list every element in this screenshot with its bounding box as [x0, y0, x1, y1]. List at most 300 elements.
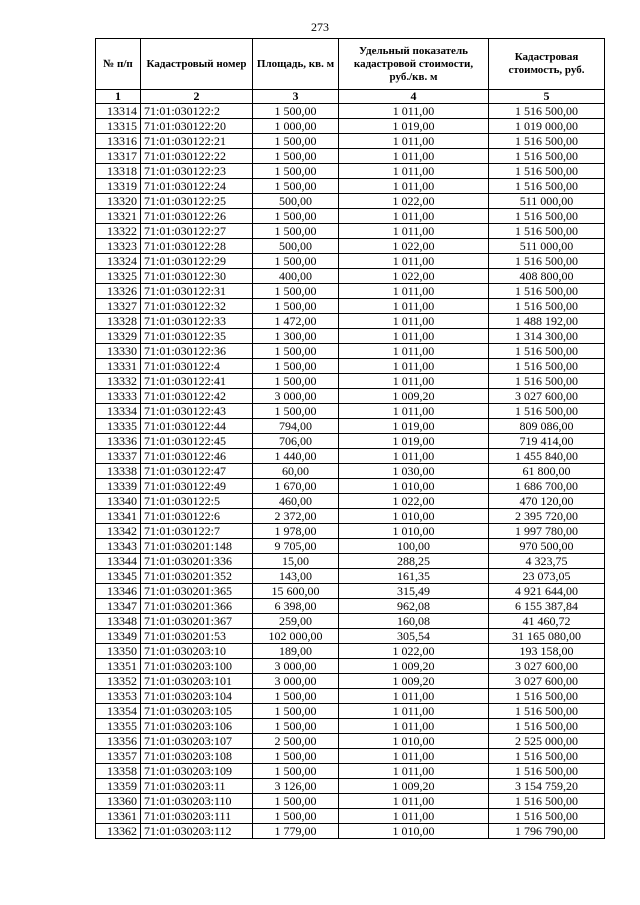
table-row: [96, 404, 605, 419]
specific-value-cell: 1 009,20: [339, 389, 489, 404]
specific-value-cell: 1 011,00: [339, 359, 489, 374]
cadastral-value-cell: 1 516 500,00: [489, 809, 605, 824]
row-number-cell: 13362: [96, 824, 141, 839]
column-number: 4: [339, 90, 489, 104]
cadastral-number-cell: 71:01:030122:4: [141, 359, 253, 374]
specific-value-cell: 1 011,00: [339, 689, 489, 704]
row-number-cell: 13343: [96, 539, 141, 554]
area-cell: 500,00: [253, 194, 339, 209]
specific-value-cell: 1 019,00: [339, 434, 489, 449]
table-row: [96, 779, 605, 794]
row-number-cell: 13359: [96, 779, 141, 794]
row-number-cell: 13341: [96, 509, 141, 524]
row-number-cell: 13334: [96, 404, 141, 419]
specific-value-cell: 1 019,00: [339, 119, 489, 134]
cadastral-value-cell: 1 516 500,00: [489, 764, 605, 779]
row-number-cell: 13328: [96, 314, 141, 329]
table-row: [96, 119, 605, 134]
specific-value-cell: 1 030,00: [339, 464, 489, 479]
row-number-cell: 13354: [96, 704, 141, 719]
specific-value-cell: 100,00: [339, 539, 489, 554]
row-number-cell: 13324: [96, 254, 141, 269]
specific-value-cell: 1 022,00: [339, 494, 489, 509]
cadastral-number-cell: 71:01:030203:10: [141, 644, 253, 659]
area-cell: 1 300,00: [253, 329, 339, 344]
table-row: [96, 794, 605, 809]
specific-value-cell: 1 011,00: [339, 404, 489, 419]
cadastral-value-cell: 1 516 500,00: [489, 704, 605, 719]
table-row: [96, 614, 605, 629]
area-cell: 15,00: [253, 554, 339, 569]
specific-value-cell: 1 009,20: [339, 779, 489, 794]
area-cell: 3 126,00: [253, 779, 339, 794]
specific-value-cell: 1 011,00: [339, 209, 489, 224]
row-number-cell: 13329: [96, 329, 141, 344]
cadastral-value-cell: 2 525 000,00: [489, 734, 605, 749]
area-cell: 1 978,00: [253, 524, 339, 539]
table-row: [96, 329, 605, 344]
cadastral-value-cell: 3 154 759,20: [489, 779, 605, 794]
row-number-cell: 13337: [96, 449, 141, 464]
row-number-cell: 13348: [96, 614, 141, 629]
table-row: [96, 479, 605, 494]
area-cell: 500,00: [253, 239, 339, 254]
table-row: [96, 509, 605, 524]
area-cell: 1 500,00: [253, 719, 339, 734]
table-row: [96, 419, 605, 434]
table-row: [96, 659, 605, 674]
cadastral-number-cell: 71:01:030122:33: [141, 314, 253, 329]
cadastral-number-cell: 71:01:030122:30: [141, 269, 253, 284]
cadastral-number-cell: 71:01:030203:112: [141, 824, 253, 839]
cadastral-value-cell: 809 086,00: [489, 419, 605, 434]
table-row: [96, 539, 605, 554]
area-cell: 1 440,00: [253, 449, 339, 464]
area-cell: 1 500,00: [253, 209, 339, 224]
cadastral-number-cell: 71:01:030122:21: [141, 134, 253, 149]
specific-value-cell: 1 011,00: [339, 449, 489, 464]
area-cell: 259,00: [253, 614, 339, 629]
specific-value-cell: 1 011,00: [339, 104, 489, 119]
row-number-cell: 13314: [96, 104, 141, 119]
cadastral-value-cell: 1 516 500,00: [489, 254, 605, 269]
table-row: [96, 299, 605, 314]
cadastral-number-cell: 71:01:030201:365: [141, 584, 253, 599]
table-row: [96, 494, 605, 509]
cadastral-number-cell: 71:01:030122:20: [141, 119, 253, 134]
cadastral-value-cell: 3 027 600,00: [489, 674, 605, 689]
row-number-cell: 13317: [96, 149, 141, 164]
cadastral-value-cell: 4 323,75: [489, 554, 605, 569]
cadastral-value-cell: 1 516 500,00: [489, 344, 605, 359]
table-row: [96, 704, 605, 719]
row-number-cell: 13332: [96, 374, 141, 389]
column-number: 1: [96, 90, 141, 104]
area-cell: 1 779,00: [253, 824, 339, 839]
area-cell: 6 398,00: [253, 599, 339, 614]
area-cell: 1 500,00: [253, 809, 339, 824]
area-cell: 1 500,00: [253, 374, 339, 389]
cadastral-value-cell: 470 120,00: [489, 494, 605, 509]
cadastral-value-cell: 3 027 600,00: [489, 389, 605, 404]
specific-value-cell: 1 011,00: [339, 794, 489, 809]
area-cell: 1 500,00: [253, 299, 339, 314]
cadastral-number-cell: 71:01:030203:104: [141, 689, 253, 704]
specific-value-cell: 1 011,00: [339, 134, 489, 149]
area-cell: 1 500,00: [253, 404, 339, 419]
area-cell: 102 000,00: [253, 629, 339, 644]
table-row: [96, 644, 605, 659]
header-specific-value: Удельный показатель кадастровой стоимости, руб./кв. м: [339, 39, 489, 90]
area-cell: 1 500,00: [253, 689, 339, 704]
cadastral-number-cell: 71:01:030122:43: [141, 404, 253, 419]
row-number-cell: 13323: [96, 239, 141, 254]
row-number-cell: 13319: [96, 179, 141, 194]
row-number-cell: 13318: [96, 164, 141, 179]
cadastral-value-cell: 1 019 000,00: [489, 119, 605, 134]
cadastral-value-cell: 1 314 300,00: [489, 329, 605, 344]
row-number-cell: 13352: [96, 674, 141, 689]
cadastral-value-cell: 1 997 780,00: [489, 524, 605, 539]
area-cell: 1 500,00: [253, 344, 339, 359]
row-number-cell: 13320: [96, 194, 141, 209]
cadastral-value-cell: 31 165 080,00: [489, 629, 605, 644]
specific-value-cell: 1 011,00: [339, 314, 489, 329]
specific-value-cell: 1 011,00: [339, 164, 489, 179]
table-row: [96, 284, 605, 299]
table-row: [96, 584, 605, 599]
table-row: [96, 734, 605, 749]
specific-value-cell: 1 011,00: [339, 329, 489, 344]
table-row: [96, 749, 605, 764]
area-cell: 1 500,00: [253, 764, 339, 779]
area-cell: 143,00: [253, 569, 339, 584]
table-row: [96, 389, 605, 404]
cadastral-value-cell: 1 455 840,00: [489, 449, 605, 464]
cadastral-number-cell: 71:01:030122:44: [141, 419, 253, 434]
cadastral-number-cell: 71:01:030122:6: [141, 509, 253, 524]
cadastral-number-cell: 71:01:030122:5: [141, 494, 253, 509]
area-cell: 1 500,00: [253, 179, 339, 194]
cadastral-number-cell: 71:01:030203:109: [141, 764, 253, 779]
cadastral-number-cell: 71:01:030122:23: [141, 164, 253, 179]
specific-value-cell: 1 011,00: [339, 749, 489, 764]
cadastral-number-cell: 71:01:030122:42: [141, 389, 253, 404]
specific-value-cell: 1 010,00: [339, 824, 489, 839]
area-cell: 1 500,00: [253, 149, 339, 164]
row-number-cell: 13339: [96, 479, 141, 494]
specific-value-cell: 1 011,00: [339, 374, 489, 389]
row-number-cell: 13347: [96, 599, 141, 614]
table-row: [96, 599, 605, 614]
table-row: [96, 149, 605, 164]
cadastral-number-cell: 71:01:030203:110: [141, 794, 253, 809]
row-number-cell: 13353: [96, 689, 141, 704]
cadastral-value-cell: 1 516 500,00: [489, 359, 605, 374]
cadastral-value-cell: 1 488 192,00: [489, 314, 605, 329]
specific-value-cell: 1 009,20: [339, 674, 489, 689]
cadastral-number-cell: 71:01:030201:366: [141, 599, 253, 614]
cadastral-number-cell: 71:01:030122:27: [141, 224, 253, 239]
header-cadastral-value: Кадастровая стоимость, руб.: [489, 39, 605, 90]
cadastral-value-cell: 1 516 500,00: [489, 689, 605, 704]
row-number-cell: 13315: [96, 119, 141, 134]
table-row: [96, 554, 605, 569]
cadastral-number-cell: 71:01:030201:336: [141, 554, 253, 569]
cadastral-value-cell: 3 027 600,00: [489, 659, 605, 674]
specific-value-cell: 161,35: [339, 569, 489, 584]
cadastral-value-cell: 1 516 500,00: [489, 134, 605, 149]
cadastral-value-cell: 408 800,00: [489, 269, 605, 284]
table-row: [96, 374, 605, 389]
area-cell: 2 372,00: [253, 509, 339, 524]
specific-value-cell: 1 022,00: [339, 239, 489, 254]
cadastral-value-cell: 1 516 500,00: [489, 164, 605, 179]
specific-value-cell: 1 011,00: [339, 719, 489, 734]
table-row: [96, 104, 605, 119]
table-row: [96, 809, 605, 824]
cadastral-value-cell: 6 155 387,84: [489, 599, 605, 614]
cadastral-value-cell: 1 516 500,00: [489, 794, 605, 809]
column-number: 3: [253, 90, 339, 104]
area-cell: 1 472,00: [253, 314, 339, 329]
table-row: [96, 179, 605, 194]
cadastral-value-cell: 511 000,00: [489, 239, 605, 254]
cadastral-value-cell: 1 516 500,00: [489, 299, 605, 314]
area-cell: 9 705,00: [253, 539, 339, 554]
cadastral-number-cell: 71:01:030122:36: [141, 344, 253, 359]
cadastral-number-cell: 71:01:030122:7: [141, 524, 253, 539]
row-number-cell: 13350: [96, 644, 141, 659]
cadastral-number-cell: 71:01:030122:35: [141, 329, 253, 344]
row-number-cell: 13333: [96, 389, 141, 404]
area-cell: 1 500,00: [253, 164, 339, 179]
table-row: [96, 524, 605, 539]
row-number-cell: 13325: [96, 269, 141, 284]
column-number-row: [96, 90, 605, 104]
table-row: [96, 344, 605, 359]
area-cell: 794,00: [253, 419, 339, 434]
column-number: 5: [489, 90, 605, 104]
area-cell: 3 000,00: [253, 659, 339, 674]
specific-value-cell: 1 011,00: [339, 299, 489, 314]
area-cell: 460,00: [253, 494, 339, 509]
area-cell: 1 500,00: [253, 284, 339, 299]
header-cadastral-number: Кадастровый номер: [141, 39, 253, 90]
specific-value-cell: 1 011,00: [339, 224, 489, 239]
table-row: [96, 224, 605, 239]
specific-value-cell: 305,54: [339, 629, 489, 644]
cadastral-number-cell: 71:01:030122:45: [141, 434, 253, 449]
specific-value-cell: 1 011,00: [339, 809, 489, 824]
row-number-cell: 13338: [96, 464, 141, 479]
area-cell: 3 000,00: [253, 674, 339, 689]
cadastral-value-cell: 1 516 500,00: [489, 719, 605, 734]
area-cell: 2 500,00: [253, 734, 339, 749]
cadastral-value-cell: 1 516 500,00: [489, 749, 605, 764]
row-number-cell: 13335: [96, 419, 141, 434]
table-row: [96, 689, 605, 704]
specific-value-cell: 1 011,00: [339, 344, 489, 359]
cadastral-value-cell: 1 516 500,00: [489, 104, 605, 119]
specific-value-cell: 1 010,00: [339, 509, 489, 524]
specific-value-cell: 1 022,00: [339, 194, 489, 209]
table-row: [96, 134, 605, 149]
row-number-cell: 13327: [96, 299, 141, 314]
row-number-cell: 13357: [96, 749, 141, 764]
cadastral-number-cell: 71:01:030122:26: [141, 209, 253, 224]
row-number-cell: 13336: [96, 434, 141, 449]
cadastral-number-cell: 71:01:030122:31: [141, 284, 253, 299]
area-cell: 60,00: [253, 464, 339, 479]
cadastral-value-cell: 1 516 500,00: [489, 404, 605, 419]
row-number-cell: 13345: [96, 569, 141, 584]
header-area: Площадь, кв. м: [253, 39, 339, 90]
row-number-cell: 13355: [96, 719, 141, 734]
cadastral-value-cell: 1 516 500,00: [489, 179, 605, 194]
cadastral-number-cell: 71:01:030203:111: [141, 809, 253, 824]
cadastral-value-cell: 4 921 644,00: [489, 584, 605, 599]
cadastral-number-cell: 71:01:030122:41: [141, 374, 253, 389]
page-number: 273: [311, 20, 329, 34]
cadastral-number-cell: 71:01:030203:107: [141, 734, 253, 749]
table-row: [96, 824, 605, 839]
row-number-cell: 13351: [96, 659, 141, 674]
area-cell: 1 500,00: [253, 704, 339, 719]
row-number-cell: 13344: [96, 554, 141, 569]
specific-value-cell: 1 011,00: [339, 704, 489, 719]
table-row: [96, 449, 605, 464]
cadastral-number-cell: 71:01:030122:32: [141, 299, 253, 314]
cadastral-number-cell: 71:01:030203:108: [141, 749, 253, 764]
row-number-cell: 13361: [96, 809, 141, 824]
table-row: [96, 314, 605, 329]
specific-value-cell: 1 011,00: [339, 254, 489, 269]
row-number-cell: 13316: [96, 134, 141, 149]
cadastral-value-cell: 61 800,00: [489, 464, 605, 479]
table-header-row: [96, 39, 605, 90]
row-number-cell: 13321: [96, 209, 141, 224]
cadastral-number-cell: 71:01:030122:46: [141, 449, 253, 464]
row-number-cell: 13331: [96, 359, 141, 374]
table-body: [96, 104, 605, 839]
cadastral-number-cell: 71:01:030122:29: [141, 254, 253, 269]
cadastral-number-cell: 71:01:030122:22: [141, 149, 253, 164]
table-row: [96, 254, 605, 269]
cadastral-value-cell: 2 395 720,00: [489, 509, 605, 524]
specific-value-cell: 1 009,20: [339, 659, 489, 674]
specific-value-cell: 1 011,00: [339, 284, 489, 299]
area-cell: 189,00: [253, 644, 339, 659]
cadastral-value-cell: 1 516 500,00: [489, 224, 605, 239]
column-number: 2: [141, 90, 253, 104]
specific-value-cell: 288,25: [339, 554, 489, 569]
cadastral-number-cell: 71:01:030201:352: [141, 569, 253, 584]
row-number-cell: 13346: [96, 584, 141, 599]
cadastral-value-cell: 23 073,05: [489, 569, 605, 584]
cadastral-number-cell: 71:01:030201:367: [141, 614, 253, 629]
row-number-cell: 13340: [96, 494, 141, 509]
cadastral-value-cell: 41 460,72: [489, 614, 605, 629]
area-cell: 706,00: [253, 434, 339, 449]
cadastral-value-cell: 1 686 700,00: [489, 479, 605, 494]
cadastral-value-cell: 1 516 500,00: [489, 374, 605, 389]
row-number-cell: 13356: [96, 734, 141, 749]
cadastral-number-cell: 71:01:030122:47: [141, 464, 253, 479]
area-cell: 1 500,00: [253, 749, 339, 764]
cadastral-number-cell: 71:01:030122:25: [141, 194, 253, 209]
area-cell: 15 600,00: [253, 584, 339, 599]
area-cell: 1 670,00: [253, 479, 339, 494]
specific-value-cell: 962,08: [339, 599, 489, 614]
table-row: [96, 464, 605, 479]
area-cell: 1 500,00: [253, 134, 339, 149]
row-number-cell: 13349: [96, 629, 141, 644]
area-cell: 1 500,00: [253, 359, 339, 374]
specific-value-cell: 1 022,00: [339, 269, 489, 284]
cadastral-value-cell: 719 414,00: [489, 434, 605, 449]
area-cell: 400,00: [253, 269, 339, 284]
specific-value-cell: 1 011,00: [339, 764, 489, 779]
cadastral-value-cell: 1 516 500,00: [489, 209, 605, 224]
cadastral-value-cell: 1 796 790,00: [489, 824, 605, 839]
table-row: [96, 764, 605, 779]
table-row: [96, 674, 605, 689]
table-row: [96, 239, 605, 254]
table-row: [96, 269, 605, 284]
cadastral-number-cell: 71:01:030122:24: [141, 179, 253, 194]
specific-value-cell: 160,08: [339, 614, 489, 629]
area-cell: 1 500,00: [253, 224, 339, 239]
table-row: [96, 569, 605, 584]
table-row: [96, 629, 605, 644]
specific-value-cell: 1 011,00: [339, 179, 489, 194]
row-number-cell: 13322: [96, 224, 141, 239]
cadastral-number-cell: 71:01:030122:49: [141, 479, 253, 494]
cadastral-number-cell: 71:01:030203:105: [141, 704, 253, 719]
table-row: [96, 359, 605, 374]
table-row: [96, 164, 605, 179]
row-number-cell: 13330: [96, 344, 141, 359]
row-number-cell: 13342: [96, 524, 141, 539]
area-cell: 1 000,00: [253, 119, 339, 134]
cadastral-number-cell: 71:01:030122:2: [141, 104, 253, 119]
area-cell: 1 500,00: [253, 794, 339, 809]
row-number-cell: 13360: [96, 794, 141, 809]
specific-value-cell: 1 022,00: [339, 644, 489, 659]
area-cell: 3 000,00: [253, 389, 339, 404]
table-row: [96, 719, 605, 734]
specific-value-cell: 1 010,00: [339, 524, 489, 539]
specific-value-cell: 315,49: [339, 584, 489, 599]
cadastral-number-cell: 71:01:030201:148: [141, 539, 253, 554]
area-cell: 1 500,00: [253, 254, 339, 269]
table-row: [96, 434, 605, 449]
cadastral-value-cell: 1 516 500,00: [489, 284, 605, 299]
area-cell: 1 500,00: [253, 104, 339, 119]
cadastral-value-cell: 193 158,00: [489, 644, 605, 659]
cadastral-number-cell: 71:01:030201:53: [141, 629, 253, 644]
specific-value-cell: 1 010,00: [339, 734, 489, 749]
table-row: [96, 194, 605, 209]
cadastral-value-cell: 511 000,00: [489, 194, 605, 209]
cadastral-value-cell: 970 500,00: [489, 539, 605, 554]
cadastral-value-table: [95, 38, 605, 839]
cadastral-number-cell: 71:01:030203:11: [141, 779, 253, 794]
specific-value-cell: 1 019,00: [339, 419, 489, 434]
row-number-cell: 13358: [96, 764, 141, 779]
cadastral-number-cell: 71:01:030203:100: [141, 659, 253, 674]
